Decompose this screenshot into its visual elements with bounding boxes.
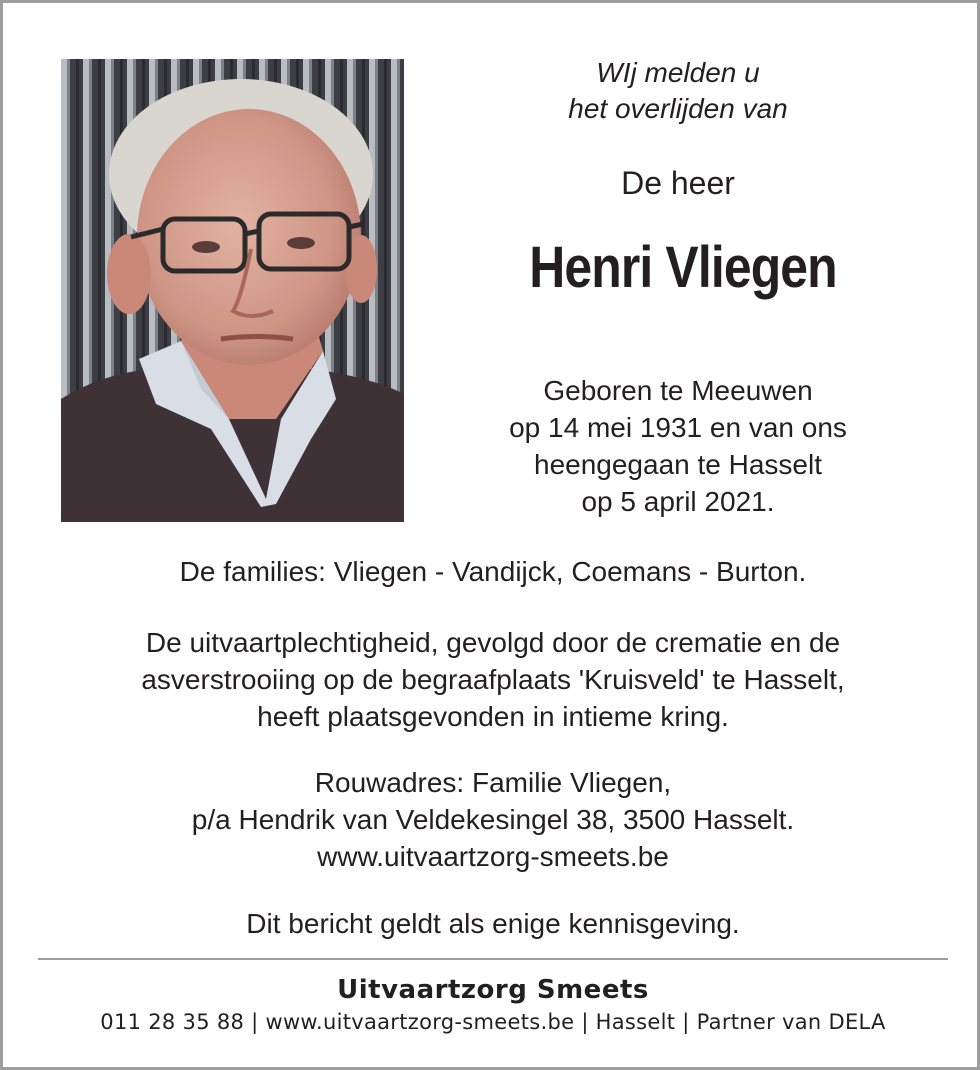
- birth-line-1: Geboren te Meeuwen: [543, 375, 813, 406]
- ceremony-line-3: heeft plaatsgevonden in intieme kring.: [257, 701, 729, 732]
- birth-line-3: heengegaan te Hasselt: [534, 449, 822, 480]
- birth-death-info: [453, 372, 903, 520]
- mourning-address: [43, 764, 943, 875]
- birth-line-4: op 5 april 2021.: [581, 486, 775, 517]
- intro-text: [453, 55, 903, 127]
- deceased-name: Henri Vliegen: [529, 235, 837, 300]
- ceremony-line-1: De uitvaartplechtigheid, gevolgd door de crematie en de: [145, 627, 841, 658]
- address-website: www.uitvaartzorg-smeets.be: [317, 841, 669, 872]
- families-text: De families: Vliegen - Vandijck, Coemans - Burton.: [179, 556, 807, 587]
- funeral-home-name: Uitvaartzorg Smeets: [337, 975, 649, 1005]
- ceremony-line-2: asverstrooiing op de begraafplaats 'Kruisveld' te Hasselt,: [141, 664, 845, 695]
- address-line-2: p/a Hendrik van Veldekesingel 38, 3500 Hasselt.: [191, 804, 795, 835]
- notice-text: Dit bericht geldt als enige kennisgeving.: [246, 908, 740, 939]
- intro-line-1: WIj melden u: [596, 57, 760, 88]
- address-line-1: Rouwadres: Familie Vliegen,: [314, 767, 672, 798]
- birth-line-2: op 14 mei 1931 en van ons: [509, 412, 847, 443]
- intro-line-2: het overlijden van: [568, 93, 788, 124]
- portrait-photo: [61, 59, 404, 522]
- ceremony-text: [43, 624, 943, 735]
- funeral-home-contact: 011 28 35 88 | www.uitvaartzorg-smeets.be | Hasselt | Partner van DELA: [100, 1010, 886, 1034]
- divider: [38, 958, 948, 960]
- title-prefix: De heer: [621, 165, 735, 201]
